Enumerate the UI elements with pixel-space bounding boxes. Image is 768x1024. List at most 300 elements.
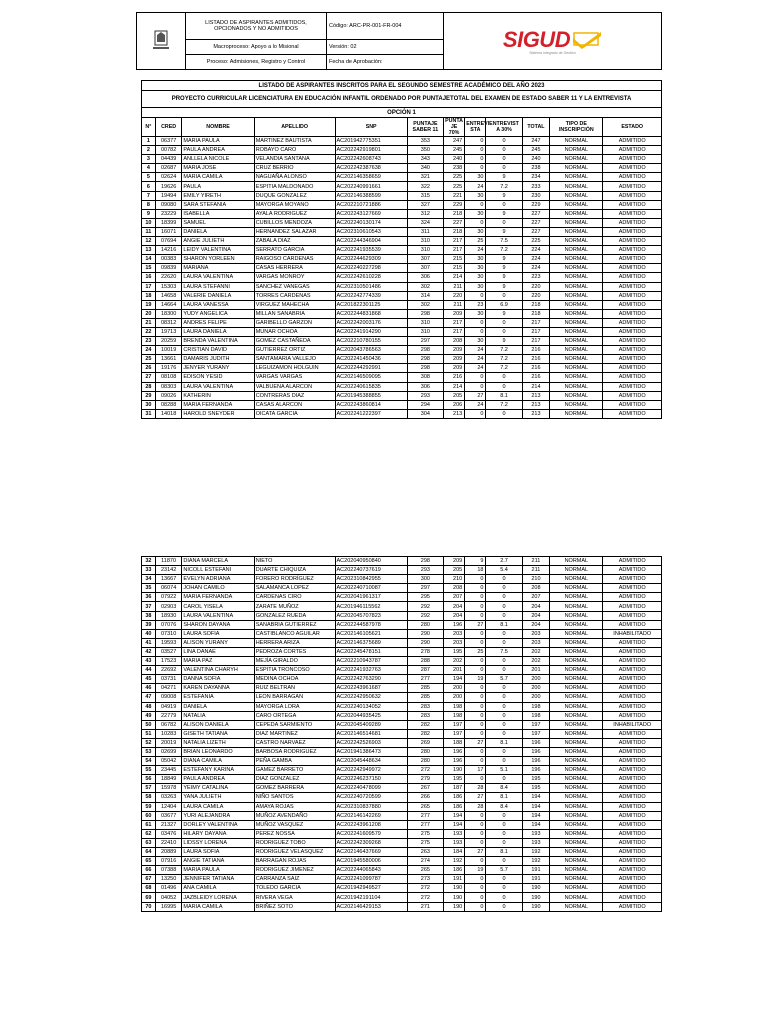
cell-cred: 09026: [155, 391, 182, 400]
cell-nombre: ISABELLA: [182, 209, 254, 218]
cell-entrevista-30: 0: [486, 811, 522, 820]
cell-tipo-inscripcion: NORMAL: [550, 593, 603, 602]
cell-estado: ADMITIDO: [603, 793, 662, 802]
cell-estado: INHABILITADO: [603, 720, 662, 729]
cell-puntaje-70: 195: [443, 647, 464, 656]
table-row: [142, 337, 662, 346]
cell-row-number: 6: [142, 182, 156, 191]
cell-total: 200: [522, 684, 550, 693]
cell-estado: ADMITIDO: [603, 593, 662, 602]
cell-puntaje-70: 187: [443, 784, 464, 793]
cell-estado: ADMITIDO: [603, 838, 662, 847]
cell-cred: 07388: [155, 866, 182, 875]
cell-snp: AC201946115562: [335, 602, 407, 611]
cell-puntaje-saber: 280: [407, 747, 443, 756]
cell-puntaje-saber: 277: [407, 811, 443, 820]
cell-entrevista: 0: [465, 720, 486, 729]
col-header-entrevista: ENTREVI STA: [465, 118, 486, 137]
cell-entrevista: 0: [465, 146, 486, 155]
table-row: [142, 629, 662, 638]
cell-cred: 20019: [155, 738, 182, 747]
cell-tipo-inscripcion: NORMAL: [550, 829, 603, 838]
table-row: [142, 382, 662, 391]
cell-tipo-inscripcion: NORMAL: [550, 729, 603, 738]
cell-estado: ADMITIDO: [603, 164, 662, 173]
cell-tipo-inscripcion: NORMAL: [550, 173, 603, 182]
cell-puntaje-saber: 307: [407, 264, 443, 273]
cell-puntaje-saber: 282: [407, 720, 443, 729]
cell-entrevista: 25: [465, 237, 486, 246]
cell-estado: ADMITIDO: [603, 675, 662, 684]
cell-cred: 07076: [155, 620, 182, 629]
cell-puntaje-70: 205: [443, 391, 464, 400]
cell-row-number: 65: [142, 857, 156, 866]
cell-snp: AC202243961687: [335, 684, 407, 693]
cell-snp: AC202146437669: [335, 848, 407, 857]
cell-entrevista-30: 0: [486, 409, 522, 418]
cell-row-number: 38: [142, 611, 156, 620]
cell-cred: 15978: [155, 784, 182, 793]
cell-row-number: 49: [142, 711, 156, 720]
table-row: [142, 802, 662, 811]
table-row: [142, 811, 662, 820]
cell-entrevista-30: 7.5: [486, 237, 522, 246]
cell-puntaje-saber: 277: [407, 820, 443, 829]
cell-entrevista: 0: [465, 757, 486, 766]
cell-puntaje-70: 194: [443, 811, 464, 820]
table-row: [142, 757, 662, 766]
cell-entrevista: 0: [465, 409, 486, 418]
cell-snp: AC202241914290: [335, 327, 407, 336]
cell-puntaje-70: 200: [443, 684, 464, 693]
cell-puntaje-70: 211: [443, 300, 464, 309]
cell-cred: 02687: [155, 164, 182, 173]
cell-estado: ADMITIDO: [603, 191, 662, 200]
cell-puntaje-saber: 273: [407, 875, 443, 884]
cell-puntaje-saber: 308: [407, 373, 443, 382]
cell-puntaje-saber: 297: [407, 584, 443, 593]
cell-cred: 08108: [155, 373, 182, 382]
cell-apellido: GAMEZ BARRETO: [254, 766, 335, 775]
table-row: [142, 593, 662, 602]
cell-entrevista-30: 0: [486, 702, 522, 711]
cell-snp: AC201945580006: [335, 857, 407, 866]
cell-estado: ADMITIDO: [603, 391, 662, 400]
cell-cred: 13667: [155, 575, 182, 584]
cell-nombre: LIDSSY LORENA: [182, 838, 254, 847]
cell-nombre: HAROLD SNEYDER: [182, 409, 254, 418]
cell-cred: 19713: [155, 327, 182, 336]
cell-puntaje-saber: 322: [407, 182, 443, 191]
cell-apellido: ROBAYO CARO: [254, 146, 335, 155]
cell-entrevista-30: 2.7: [486, 557, 522, 566]
cell-cred: 18399: [155, 218, 182, 227]
cell-puntaje-saber: 267: [407, 784, 443, 793]
cell-estado: ADMITIDO: [603, 137, 662, 146]
cell-apellido: NIÑO SANTOS: [254, 793, 335, 802]
cell-snp: AC202210721886: [335, 200, 407, 209]
cell-snp: AC202242763290: [335, 675, 407, 684]
cell-nombre: DANIELA: [182, 702, 254, 711]
cell-estado: ADMITIDO: [603, 318, 662, 327]
cell-estado: ADMITIDO: [603, 300, 662, 309]
cell-entrevista: 0: [465, 318, 486, 327]
cell-row-number: 44: [142, 666, 156, 675]
cell-apellido: MEDINA OCHOA: [254, 675, 335, 684]
cell-puntaje-saber: 340: [407, 164, 443, 173]
cell-estado: ADMITIDO: [603, 400, 662, 409]
cell-snp: AC202242608743: [335, 155, 407, 164]
cell-puntaje-saber: 304: [407, 409, 443, 418]
cell-total: 224: [522, 264, 550, 273]
cell-apellido: MAYORGA MOYANO: [254, 200, 335, 209]
table-row: [142, 155, 662, 164]
cell-puntaje-saber: 294: [407, 400, 443, 409]
cell-nombre: ANA CAMILA: [182, 884, 254, 893]
cell-puntaje-saber: 290: [407, 629, 443, 638]
cell-cred: 06377: [155, 137, 182, 146]
cell-entrevista: 0: [465, 155, 486, 164]
cell-puntaje-70: 217: [443, 327, 464, 336]
cell-puntaje-70: 209: [443, 364, 464, 373]
cell-tipo-inscripcion: NORMAL: [550, 391, 603, 400]
cell-puntaje-saber: 280: [407, 757, 443, 766]
cell-estado: ADMITIDO: [603, 584, 662, 593]
cell-puntaje-70: 247: [443, 137, 464, 146]
cell-estado: ADMITIDO: [603, 575, 662, 584]
cell-total: 217: [522, 318, 550, 327]
cell-cred: 03677: [155, 811, 182, 820]
cell-nombre: ANGIE TATIANA: [182, 857, 254, 866]
cell-entrevista-30: 8.1: [486, 620, 522, 629]
cell-total: 198: [522, 702, 550, 711]
cell-cred: 03263: [155, 793, 182, 802]
cell-nombre: VALENTINA CHARYH: [182, 666, 254, 675]
cell-total: 204: [522, 602, 550, 611]
cell-entrevista: 30: [465, 337, 486, 346]
table-row: [142, 137, 662, 146]
cell-entrevista-30: 0: [486, 318, 522, 327]
cell-entrevista: 0: [465, 666, 486, 675]
cell-total: 211: [522, 557, 550, 566]
cell-row-number: 24: [142, 346, 156, 355]
cell-total: 191: [522, 875, 550, 884]
cell-apellido: MEJÍA GIRALDO: [254, 657, 335, 666]
table-row: [142, 209, 662, 218]
logo-subtitle: Sistema Integrado de Gestión: [529, 51, 576, 55]
cell-cred: 20889: [155, 848, 182, 857]
cell-entrevista-30: 0: [486, 666, 522, 675]
table-row: [142, 557, 662, 566]
cell-row-number: 54: [142, 757, 156, 766]
table-row: [142, 902, 662, 911]
cell-entrevista-30: 0: [486, 584, 522, 593]
cell-tipo-inscripcion: NORMAL: [550, 218, 603, 227]
cell-tipo-inscripcion: NORMAL: [550, 327, 603, 336]
cell-puntaje-70: 188: [443, 738, 464, 747]
cell-entrevista: 19: [465, 675, 486, 684]
cell-apellido: DIAZ MARTINEZ: [254, 729, 335, 738]
cell-nombre: JENYER YURANY: [182, 364, 254, 373]
cell-entrevista-30: 0: [486, 146, 522, 155]
cell-estado: ADMITIDO: [603, 409, 662, 418]
cell-entrevista-30: 9: [486, 227, 522, 236]
cell-nombre: VALERIE DANIELA: [182, 291, 254, 300]
cell-snp: AC201945388855: [335, 391, 407, 400]
cell-apellido: RUIZ BELTRAN: [254, 684, 335, 693]
cell-estado: ADMITIDO: [603, 866, 662, 875]
cell-total: 224: [522, 246, 550, 255]
table-row: [142, 829, 662, 838]
table-row: [142, 218, 662, 227]
col-header-apellido: APELLIDO: [254, 118, 335, 137]
cell-snp: AC202240130174: [335, 218, 407, 227]
table-row: [142, 200, 662, 209]
cell-snp: AC202242003176: [335, 318, 407, 327]
cell-cred: 18300: [155, 309, 182, 318]
cell-entrevista-30: 8.1: [486, 793, 522, 802]
cell-estado: ADMITIDO: [603, 775, 662, 784]
table-header-row: [142, 118, 662, 137]
cell-apellido: VALBUENA ALARCON: [254, 382, 335, 391]
cell-row-number: 61: [142, 820, 156, 829]
table-row: [142, 857, 662, 866]
cell-row-number: 43: [142, 657, 156, 666]
table-row: [142, 255, 662, 264]
cell-row-number: 21: [142, 318, 156, 327]
cell-entrevista-30: 0: [486, 775, 522, 784]
cell-puntaje-saber: 278: [407, 647, 443, 656]
cell-apellido: HERRERA ARIZA: [254, 638, 335, 647]
cell-row-number: 47: [142, 693, 156, 702]
table-row: [142, 575, 662, 584]
cell-apellido: MILLAN SANABRIA: [254, 309, 335, 318]
cell-estado: ADMITIDO: [603, 237, 662, 246]
cell-apellido: VIRGUEZ MAHECHA: [254, 300, 335, 309]
document-version: Versión: 02: [327, 40, 444, 55]
cell-row-number: 51: [142, 729, 156, 738]
cell-entrevista-30: 0: [486, 747, 522, 756]
cell-cred: 04271: [155, 684, 182, 693]
cell-snp: AC202045409289: [335, 720, 407, 729]
cell-puntaje-70: 190: [443, 766, 464, 775]
cell-puntaje-70: 215: [443, 264, 464, 273]
col-header-cred: CRED: [155, 118, 182, 137]
cell-apellido: PEDROZA CORTES: [254, 647, 335, 656]
cell-entrevista-30: 7.2: [486, 246, 522, 255]
cell-entrevista-30: 8.4: [486, 802, 522, 811]
cell-cred: 14018: [155, 409, 182, 418]
cell-entrevista-30: 5.1: [486, 766, 522, 775]
cell-row-number: 34: [142, 575, 156, 584]
cell-cred: 00782: [155, 146, 182, 155]
cell-row-number: 23: [142, 337, 156, 346]
cell-cred: 02903: [155, 602, 182, 611]
cell-row-number: 45: [142, 675, 156, 684]
cell-row-number: 58: [142, 793, 156, 802]
cell-tipo-inscripcion: NORMAL: [550, 620, 603, 629]
cell-row-number: 26: [142, 364, 156, 373]
cell-row-number: 50: [142, 720, 156, 729]
cell-tipo-inscripcion: NORMAL: [550, 575, 603, 584]
cell-total: 190: [522, 884, 550, 893]
cell-total: 216: [522, 346, 550, 355]
cell-entrevista: 0: [465, 629, 486, 638]
cell-apellido: AMAYA ROJAS: [254, 802, 335, 811]
cell-estado: ADMITIDO: [603, 820, 662, 829]
cell-puntaje-70: 209: [443, 309, 464, 318]
cell-total: 238: [522, 164, 550, 173]
cell-row-number: 13: [142, 246, 156, 255]
cell-puntaje-70: 214: [443, 273, 464, 282]
cell-entrevista: 30: [465, 227, 486, 236]
cell-cred: 02699: [155, 747, 182, 756]
cell-cred: 04439: [155, 155, 182, 164]
cell-total: 234: [522, 173, 550, 182]
cell-puntaje-saber: 263: [407, 848, 443, 857]
cell-nombre: PAULA ANDREA: [182, 775, 254, 784]
cell-nombre: ALISON YURANY: [182, 638, 254, 647]
cell-nombre: LAURA STEFANNI: [182, 282, 254, 291]
cell-estado: ADMITIDO: [603, 729, 662, 738]
cell-tipo-inscripcion: NORMAL: [550, 820, 603, 829]
cell-total: 195: [522, 784, 550, 793]
cell-puntaje-70: 245: [443, 146, 464, 155]
cell-tipo-inscripcion: NORMAL: [550, 309, 603, 318]
cell-cred: 01496: [155, 884, 182, 893]
cell-tipo-inscripcion: NORMAL: [550, 602, 603, 611]
cell-tipo-inscripcion: NORMAL: [550, 811, 603, 820]
cell-estado: ADMITIDO: [603, 200, 662, 209]
cell-total: 216: [522, 355, 550, 364]
cell-snp: AC202242309268: [335, 838, 407, 847]
cell-apellido: CUBILLOS MENDOZA: [254, 218, 335, 227]
table-row: [142, 666, 662, 675]
table-row: [142, 638, 662, 647]
cell-puntaje-70: 238: [443, 164, 464, 173]
cell-cred: 12404: [155, 802, 182, 811]
cell-nombre: LAURA VALENTINA: [182, 382, 254, 391]
cell-entrevista-30: 6.9: [486, 300, 522, 309]
cell-nombre: JAZBLEIDY LORENA: [182, 893, 254, 902]
cell-entrevista-30: 0: [486, 218, 522, 227]
cell-entrevista: 0: [465, 575, 486, 584]
cell-estado: ADMITIDO: [603, 638, 662, 647]
cell-apellido: ESPITIA MALDONADO: [254, 182, 335, 191]
col-header-number: N°: [142, 118, 156, 137]
cell-tipo-inscripcion: NORMAL: [550, 675, 603, 684]
cell-apellido: RAIGOSO CARDENAS: [254, 255, 335, 264]
cell-estado: ADMITIDO: [603, 738, 662, 747]
cell-cred: 09839: [155, 264, 182, 273]
cell-snp: AC202243127669: [335, 209, 407, 218]
cell-nombre: ESTEFANY KARINA: [182, 766, 254, 775]
cell-row-number: 31: [142, 409, 156, 418]
cell-puntaje-70: 218: [443, 227, 464, 236]
cell-puntaje-70: 203: [443, 629, 464, 638]
cell-tipo-inscripcion: NORMAL: [550, 684, 603, 693]
cell-tipo-inscripcion: NORMAL: [550, 638, 603, 647]
cell-nombre: LAURA SOFIA: [182, 848, 254, 857]
cell-row-number: 48: [142, 702, 156, 711]
cell-entrevista: 28: [465, 784, 486, 793]
cell-snp: AC202146509095: [335, 373, 407, 382]
cell-puntaje-saber: 295: [407, 593, 443, 602]
cell-total: 211: [522, 566, 550, 575]
cell-entrevista: 0: [465, 884, 486, 893]
table-row: [142, 657, 662, 666]
cell-puntaje-70: 206: [443, 400, 464, 409]
cell-puntaje-70: 213: [443, 409, 464, 418]
cell-row-number: 28: [142, 382, 156, 391]
cell-puntaje-saber: 306: [407, 382, 443, 391]
cell-row-number: 64: [142, 848, 156, 857]
cell-puntaje-70: 209: [443, 557, 464, 566]
cell-tipo-inscripcion: NORMAL: [550, 838, 603, 847]
cell-tipo-inscripcion: NORMAL: [550, 857, 603, 866]
table-row: [142, 327, 662, 336]
cell-entrevista-30: 8.1: [486, 391, 522, 400]
table-row: [142, 146, 662, 155]
table-row: [142, 838, 662, 847]
cell-snp: AC202244629309: [335, 255, 407, 264]
cell-row-number: 57: [142, 784, 156, 793]
cell-cred: 22779: [155, 711, 182, 720]
cell-nombre: NATALIA LIZETH: [182, 738, 254, 747]
cell-cred: 23142: [155, 566, 182, 575]
cell-estado: ADMITIDO: [603, 373, 662, 382]
cell-estado: ADMITIDO: [603, 382, 662, 391]
cell-puntaje-saber: 315: [407, 191, 443, 200]
cell-snp: AC202310842955: [335, 575, 407, 584]
table-row: [142, 729, 662, 738]
cell-puntaje-70: 216: [443, 373, 464, 382]
cell-snp: AC202146388599: [335, 191, 407, 200]
table-row: [142, 866, 662, 875]
cell-total: 190: [522, 902, 550, 911]
cell-cred: 14664: [155, 300, 182, 309]
col-header-snp: SNP: [335, 118, 407, 137]
cell-tipo-inscripcion: NORMAL: [550, 693, 603, 702]
cell-estado: ADMITIDO: [603, 647, 662, 656]
cell-entrevista-30: 8.1: [486, 738, 522, 747]
cell-apellido: PEÑA GAMBA: [254, 757, 335, 766]
cell-estado: ADMITIDO: [603, 146, 662, 155]
table-row: [142, 820, 662, 829]
table-row: [142, 584, 662, 593]
cell-row-number: 67: [142, 875, 156, 884]
cell-snp: AC202240710087: [335, 584, 407, 593]
cell-total: 227: [522, 227, 550, 236]
table-row: [142, 738, 662, 747]
cell-total: 194: [522, 793, 550, 802]
cell-nombre: ESTEFANIA: [182, 693, 254, 702]
cell-puntaje-saber: 298: [407, 309, 443, 318]
cell-apellido: MARTINEZ BAUTISTA: [254, 137, 335, 146]
cell-nombre: PAULA: [182, 182, 254, 191]
cell-entrevista: 0: [465, 218, 486, 227]
cell-nombre: DIANA CAMILA: [182, 757, 254, 766]
cell-tipo-inscripcion: NORMAL: [550, 784, 603, 793]
cell-cred: 09008: [155, 693, 182, 702]
cell-puntaje-saber: 324: [407, 218, 443, 227]
cell-puntaje-saber: 297: [407, 337, 443, 346]
cell-nombre: MARIA JOSE: [182, 164, 254, 173]
cell-entrevista: 0: [465, 137, 486, 146]
cell-total: 213: [522, 409, 550, 418]
cell-tipo-inscripcion: NORMAL: [550, 146, 603, 155]
cell-snp: AC201941386473: [335, 747, 407, 756]
